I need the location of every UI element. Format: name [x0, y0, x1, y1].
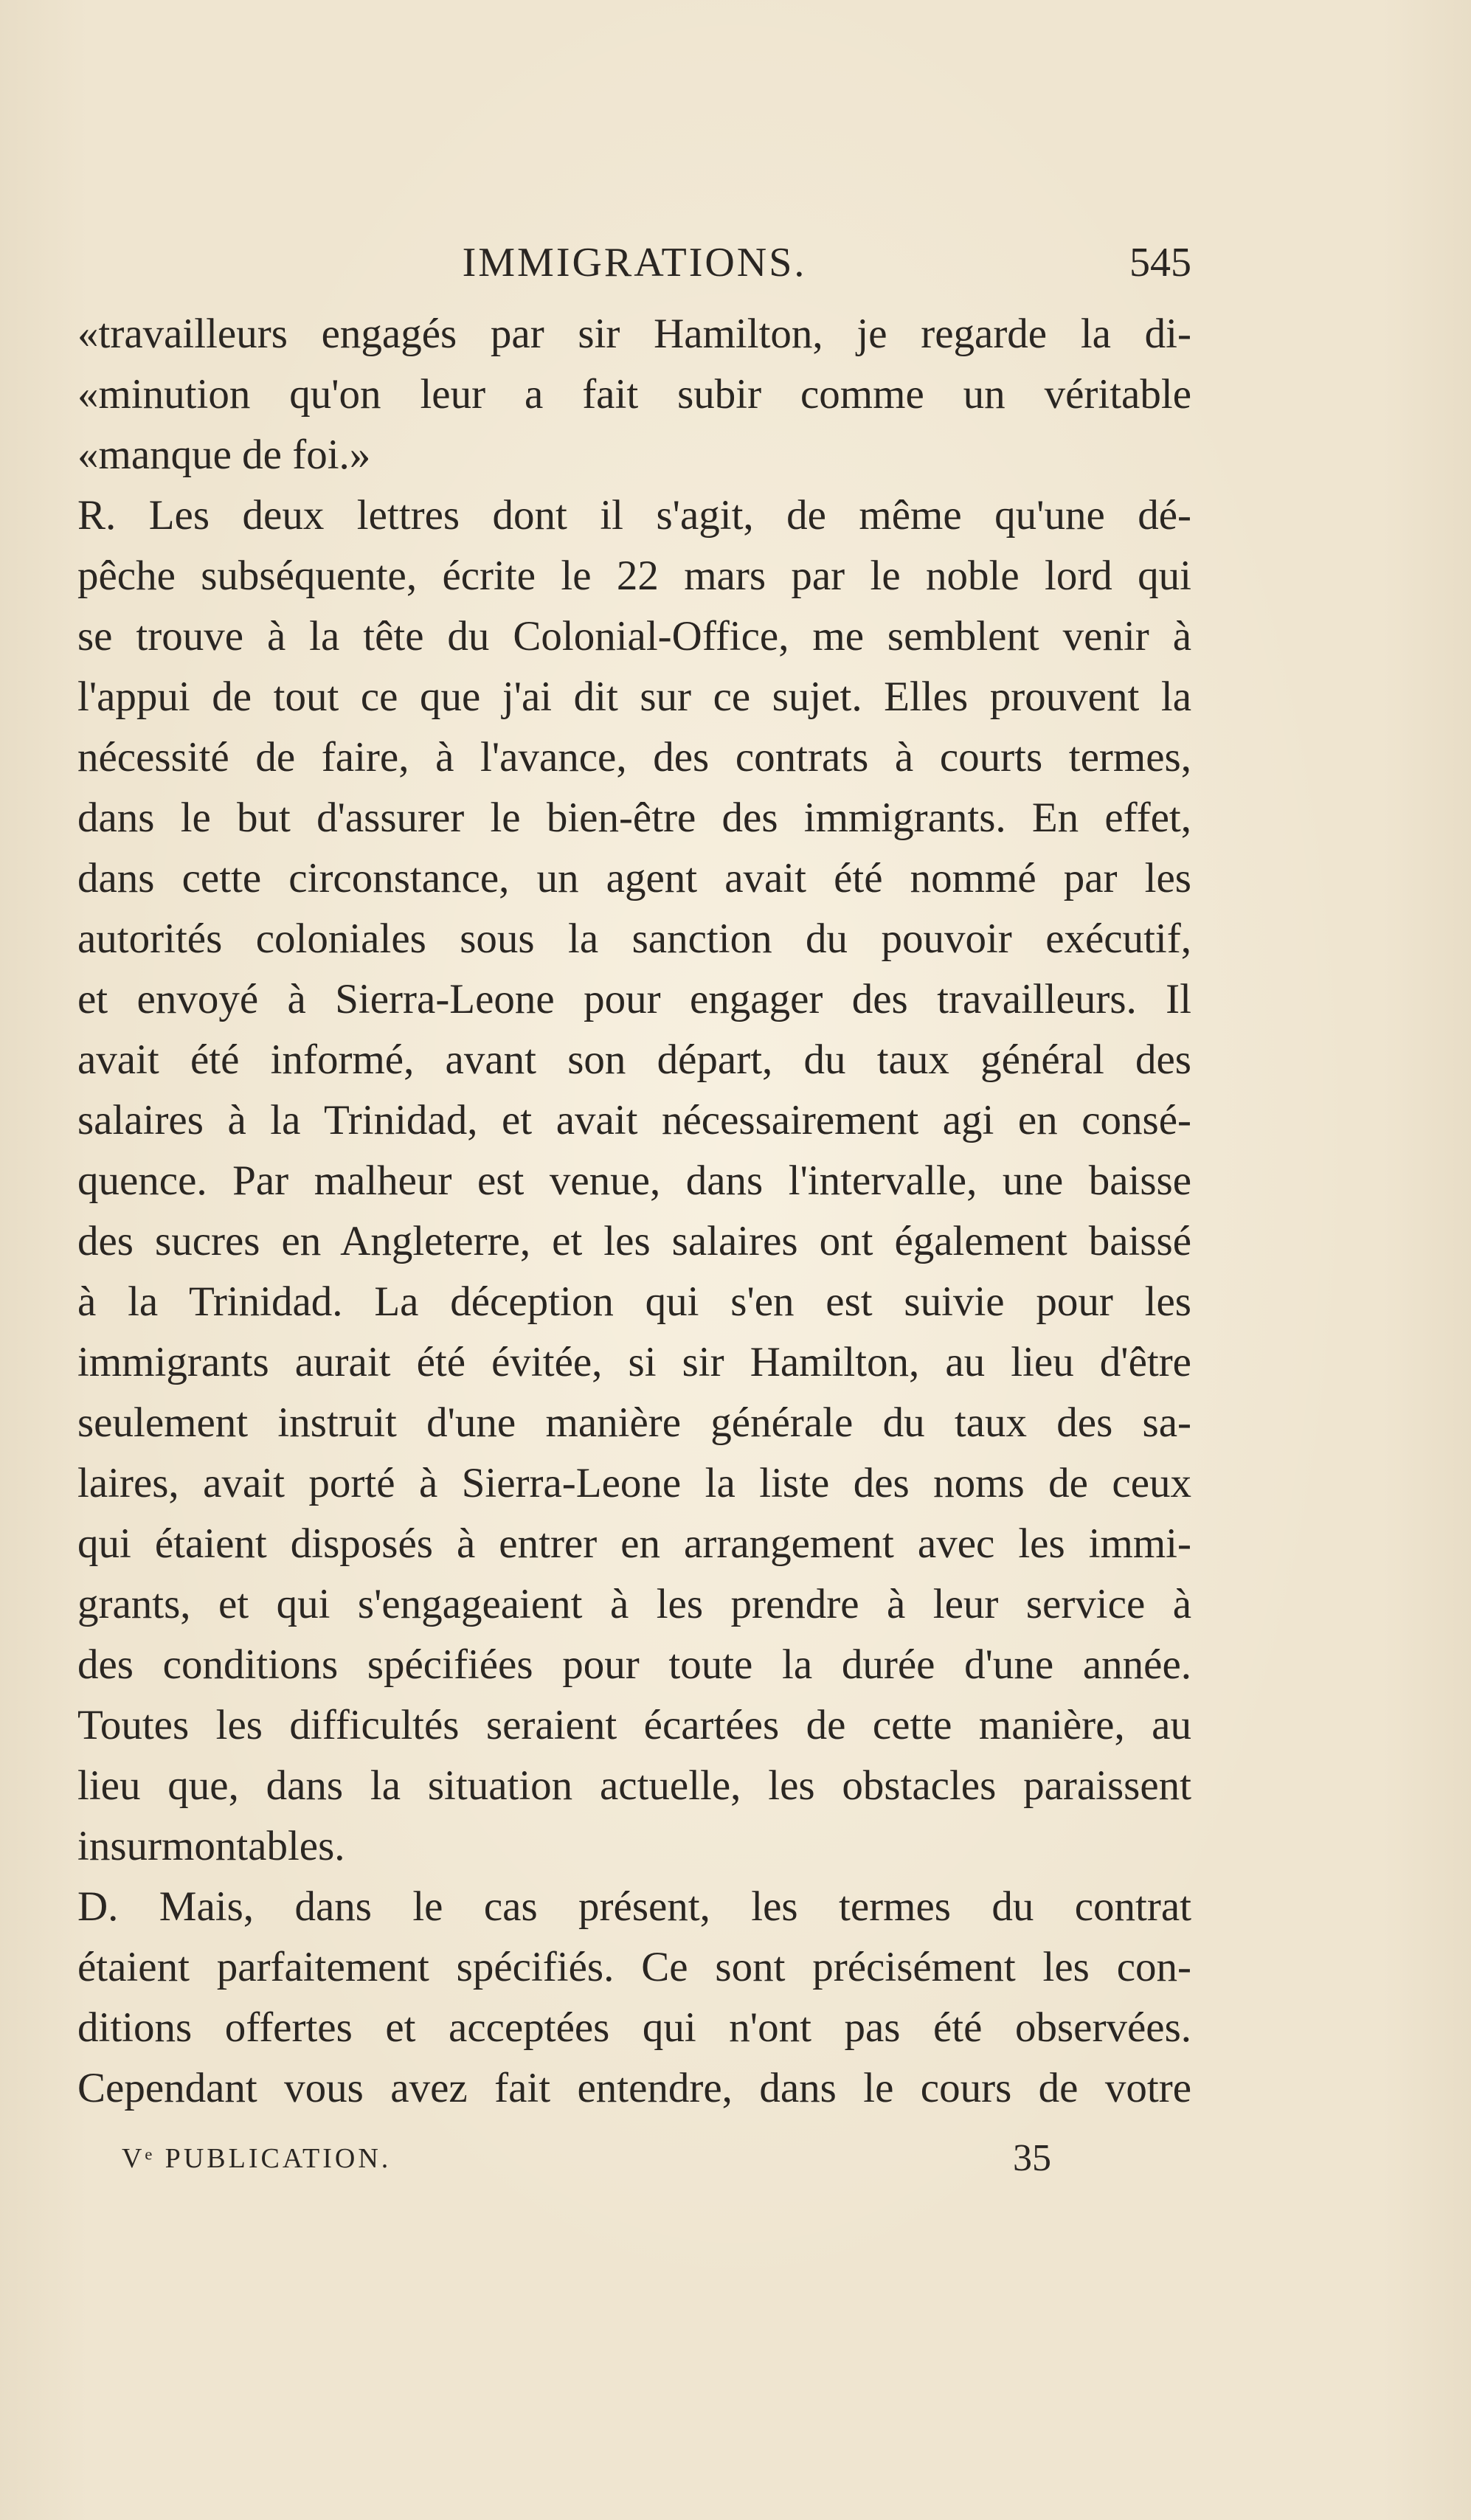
text-line: salaires à la Trinidad, et avait nécessairement agi en consé- — [77, 1097, 1191, 1143]
text-line: «manque de foi.» — [77, 432, 371, 478]
text-line: des sucres en Angleterre, et les salaires ont également baissé — [77, 1218, 1191, 1264]
text-line: étaient parfaitement spécifiés. Ce sont précisément les con- — [77, 1944, 1191, 1990]
text-line: immigrants aurait été évitée, si sir Hamilton, au lieu d'être — [77, 1339, 1191, 1385]
text-line: nécessité de faire, à l'avance, des contrats à courts termes, — [77, 734, 1191, 780]
page-number: 545 — [1129, 240, 1191, 285]
running-title: IMMIGRATIONS. — [462, 240, 807, 285]
text-line: Toutes les difficultés seraient écartées de cette manière, au — [77, 1702, 1191, 1748]
text-line: à la Trinidad. La déception qui s'en est suivie pour les — [77, 1278, 1191, 1325]
text-line: pêche subséquente, écrite le 22 mars par le noble lord qui — [77, 553, 1191, 599]
text-line: «minution qu'on leur a fait subir comme un véritable — [77, 371, 1191, 418]
page-footer — [77, 2132, 1051, 2185]
body-text — [77, 304, 1191, 2119]
text-line: se trouve à la tête du Colonial-Office, me semblent venir à — [77, 613, 1191, 660]
text-line: seulement instruit d'une manière générale du taux des sa- — [77, 1399, 1191, 1446]
text-line: dans cette circonstance, un agent avait été nommé par les — [77, 855, 1191, 901]
text-line: «travailleurs engagés par sir Hamilton, je regarde la di- — [77, 311, 1191, 357]
text-line: l'appui de tout ce que j'ai dit sur ce sujet. Elles prouvent la — [77, 674, 1191, 720]
text-line: et envoyé à Sierra-Leone pour engager des travailleurs. Il — [77, 976, 1191, 1022]
text-line: des conditions spécifiées pour toute la durée d'une année. — [77, 1641, 1191, 1688]
printer-signature: Vᵉ PUBLICATION. — [122, 2143, 392, 2174]
text-line: Cependant vous avez fait entendre, dans le cours de votre — [77, 2065, 1191, 2111]
text-line: dans le but d'assurer le bien-être des immigrants. En effet, — [77, 795, 1191, 841]
text-line: quence. Par malheur est venue, dans l'intervalle, une baisse — [77, 1157, 1191, 1204]
text-line: R. Les deux lettres dont il s'agit, de même qu'une dé- — [77, 492, 1191, 539]
text-line: grants, et qui s'engageaient à les prendre à leur service à — [77, 1581, 1191, 1627]
text-line: insurmontables. — [77, 1823, 345, 1869]
text-line: D. Mais, dans le cas présent, les termes du contrat — [77, 1883, 1191, 1930]
text-line: qui étaient disposés à entrer en arrangement avec les immi- — [77, 1520, 1191, 1567]
text-line: autorités coloniales sous la sanction du pouvoir exécutif, — [77, 915, 1191, 962]
signature-number: 35 — [1013, 2137, 1051, 2179]
page-header — [77, 236, 1191, 289]
text-line: ditions offertes et acceptées qui n'ont pas été observées. — [77, 2004, 1191, 2051]
text-line: avait été informé, avant son départ, du taux général des — [77, 1036, 1191, 1083]
text-line: laires, avait porté à Sierra-Leone la liste des noms de ceux — [77, 1460, 1191, 1506]
text-line: lieu que, dans la situation actuelle, les obstacles paraissent — [77, 1762, 1191, 1809]
